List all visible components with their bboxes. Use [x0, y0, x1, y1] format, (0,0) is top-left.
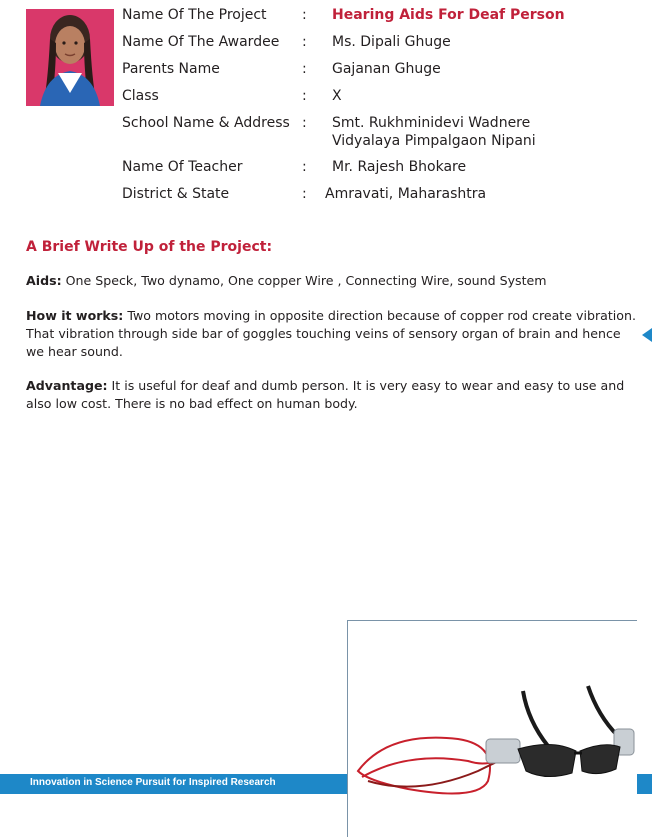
teacher-value: Mr. Rajesh Bhokare: [332, 159, 467, 175]
info-colon: :: [302, 34, 307, 50]
project-name-value: Hearing Aids For Deaf Person: [332, 7, 565, 23]
aids-text: One Speck, Two dynamo, One copper Wire , Connecting Wire, sound System: [61, 273, 547, 288]
info-label: Name Of Teacher: [122, 159, 243, 175]
advantage-label: Advantage:: [26, 378, 108, 393]
writeup-title: A Brief Write Up of the Project:: [26, 239, 273, 255]
page-side-arrow-icon: [642, 328, 652, 342]
advantage-text: It is useful for deaf and dumb person. It is very easy to wear and easy to use and also low cost. There is no bad effect on human body.: [26, 378, 625, 411]
parents-value: Gajanan Ghuge: [332, 61, 441, 77]
how-label: How it works:: [26, 308, 124, 323]
info-label: Name Of The Awardee: [122, 34, 280, 50]
awardee-portrait-image: [26, 9, 114, 106]
info-colon: :: [302, 61, 307, 77]
info-label: Parents Name: [122, 61, 220, 77]
goggles-device-image: [348, 621, 637, 837]
project-photo: [347, 620, 637, 837]
footer-bar-tail: [636, 774, 652, 794]
aids-label: Aids:: [26, 273, 62, 288]
info-label: Name Of The Project: [122, 7, 267, 23]
info-colon: :: [302, 7, 307, 23]
info-label: Class: [122, 88, 159, 104]
how-it-works-paragraph: [26, 307, 638, 361]
footer-text: Innovation in Science Pursuit for Inspired Research: [30, 777, 276, 788]
aids-paragraph: [26, 272, 638, 290]
info-label: District & State: [122, 186, 230, 202]
info-label: School Name & Address: [122, 115, 290, 131]
info-colon: :: [302, 115, 307, 131]
awardee-photo: [26, 9, 114, 106]
school-value-line2: Vidyalaya Pimpalgaon Nipani: [332, 133, 536, 149]
info-colon: :: [302, 159, 307, 175]
district-value: Amravati, Maharashtra: [325, 186, 487, 202]
info-colon: :: [302, 186, 307, 202]
advantage-paragraph: [26, 377, 638, 413]
school-value-line1: Smt. Rukhminidevi Wadnere: [332, 115, 531, 131]
awardee-value: Ms. Dipali Ghuge: [332, 34, 451, 50]
class-value: X: [332, 88, 342, 104]
how-text: Two motors moving in opposite direction because of copper rod create vibration. That vibration through side bar of goggles touching veins of sensory organ of brain and hence we hear sound.: [26, 308, 636, 359]
info-colon: :: [302, 88, 307, 104]
